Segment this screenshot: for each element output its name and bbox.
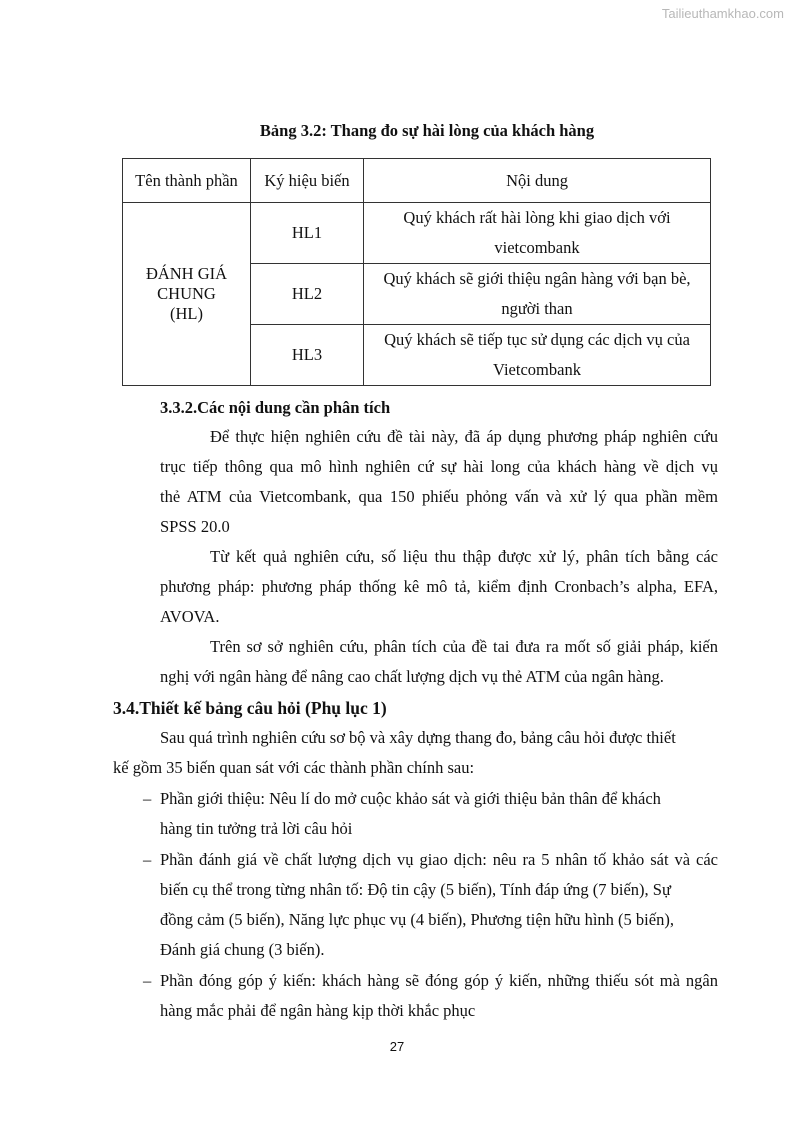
table-caption: Bảng 3.2: Thang đo sự hài lòng của khách hàng [259,121,595,140]
bullet-line: đồng cảm (5 biến), Năng lực phục vụ (4 biến), Phương tiện hữu hình (5 biến), [160,910,674,929]
header-content: Nội dung [364,159,711,203]
group-cell [123,203,251,386]
paragraph-line: kế gồm 35 biến quan sát với các thành phần chính sau: [113,758,475,777]
paragraph-line: Để thực hiện nghiên cứu đề tài này, đã áp dụng phương pháp nghiên cứu [210,427,718,446]
bullet-line: hàng tin tưởng trả lời câu hỏi [160,819,353,838]
group-line: CHUNG [157,284,216,303]
bullet-line: biến cụ thể trong từng nhân tố: Độ tin cậy (5 biến), Tính đáp ứng (7 biến), Sự [160,880,671,899]
bullet-line: Phần đánh giá về chất lượng dịch vụ giao dịch: nêu ra 5 nhân tố khảo sát và các [160,850,718,869]
paragraph-line: thẻ ATM của Vietcombank, qua 150 phiếu phỏng vấn và xử lý qua phần mềm [160,487,718,506]
paragraph-line: SPSS 20.0 [160,517,230,536]
paragraph-line: Trên sơ sở nghiên cứu, phân tích của đề tai đưa ra mốt số giải pháp, kiến [210,637,718,656]
content-cell: Quý khách sẽ tiếp tục sử dụng các dịch vụ của Vietcombank [364,325,711,386]
dash-bullet-icon: – [143,971,152,990]
code-cell: HL1 [251,203,364,264]
header-code: Ký hiệu biến [251,159,364,203]
paragraph-line: trục tiếp thông qua mô hình nghiên cứ sự hài long của khách hàng về dịch vụ [160,457,718,476]
paragraph-line: phương pháp: phương pháp thống kê mô tả, kiểm định Cronbach’s alpha, EFA, [160,577,718,596]
group-line: (HL) [170,304,203,323]
page-number: 27 [389,1039,405,1054]
bullet-line: hàng mắc phải để ngân hàng kịp thời khắc phục [160,1001,476,1020]
bullet-line: Đánh giá chung (3 biến). [160,940,325,959]
paragraph-line: nghị với ngân hàng để nâng cao chất lượng dịch vụ thẻ ATM của ngân hàng. [160,667,664,686]
content-cell: Quý khách sẽ giới thiệu ngân hàng với bạn bè, người than [364,264,711,325]
table-header-row [123,159,711,203]
paragraph-line: AVOVA. [160,607,220,626]
content-cell: Quý khách rất hài lòng khi giao dịch với vietcombank [364,203,711,264]
watermark: Tailieuthamkhao.com [661,6,784,21]
scale-table [122,158,711,386]
dash-bullet-icon: – [143,850,152,869]
table-row [123,203,711,264]
paragraph-line: Sau quá trình nghiên cứu sơ bộ và xây dựng thang đo, bảng câu hỏi được thiết [160,728,676,747]
section-heading-332: 3.3.2.Các nội dung cần phân tích [160,398,391,417]
group-line: ĐÁNH GIÁ [145,264,228,283]
bullet-line: Phần đóng góp ý kiến: khách hàng sẽ đóng góp ý kiến, những thiếu sót mà ngân [160,971,718,990]
paragraph-line: Từ kết quả nghiên cứu, số liệu thu thập được xử lý, phân tích bằng các [210,547,718,566]
bullet-line: Phần giới thiệu: Nêu lí do mở cuộc khảo sát và giới thiệu bản thân để khách [160,789,661,808]
header-component: Tên thành phần [123,159,251,203]
code-cell: HL2 [251,264,364,325]
dash-bullet-icon: – [143,789,152,808]
section-heading-34: 3.4.Thiết kế bảng câu hỏi (Phụ lục 1) [113,698,387,718]
code-cell: HL3 [251,325,364,386]
